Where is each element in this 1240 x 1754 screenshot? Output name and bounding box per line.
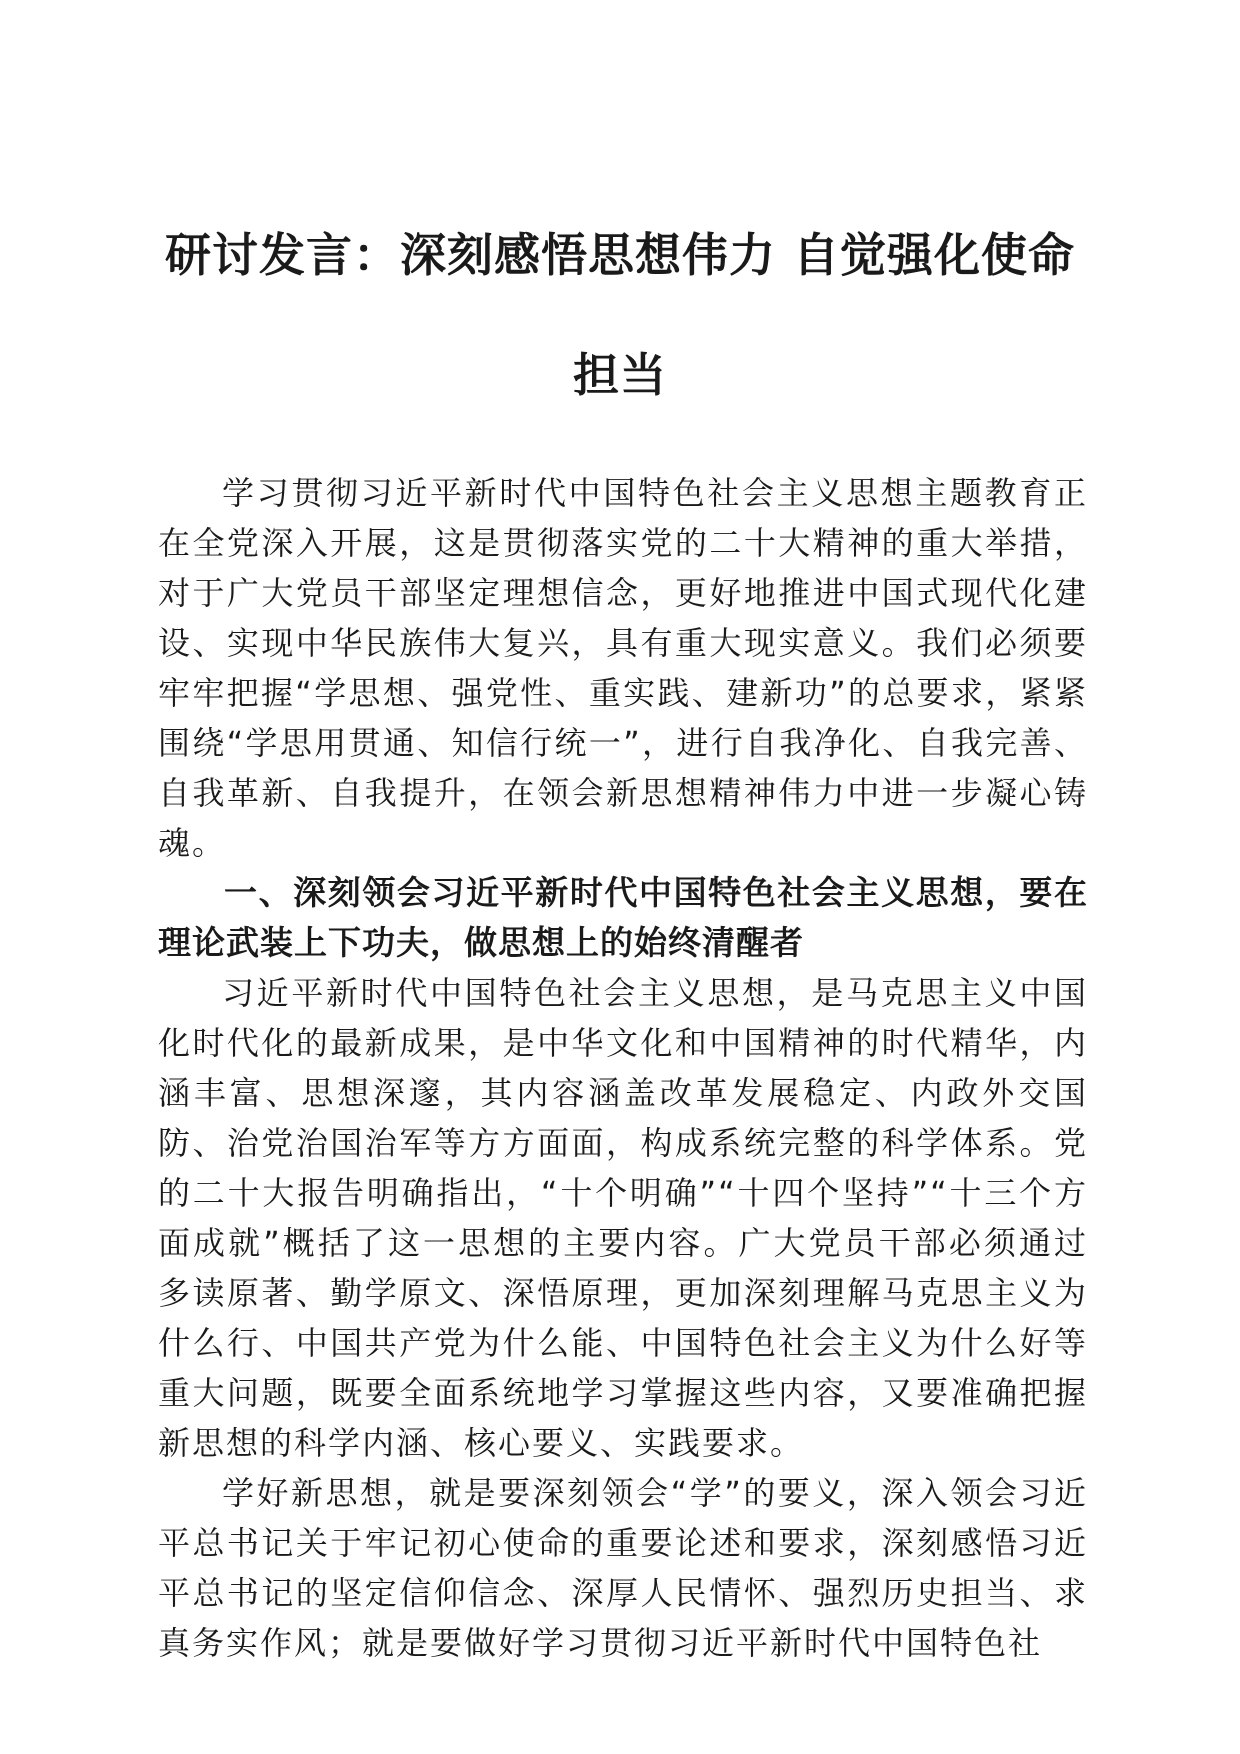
document-body bbox=[158, 468, 1088, 1668]
paragraph-section1-a: 习近平新时代中国特色社会主义思想，是马克思主义中国化时代化的最新成果，是中华文化和中国精神的时代精华，内涵丰富、思想深邃，其内容涵盖改革发展稳定、内政外交国防、治党治国治军等方方面面，构成系统完整的科学体系。党的二十大报告明确指出，“十个明确”“十四个坚持”“十三个方面成就”概括了这一思想的主要内容。广大党员干部必须通过多读原著、勤学原文、深悟原理，更加深刻理解马克思主义为什么行、中国共产党为什么能、中国特色社会主义为什么好等重大问题，既要全面系统地学习掌握这些内容，又要准确把握新思想的科学内涵、核心要义、实践要求。 bbox=[158, 974, 1088, 1462]
section-heading-1: 一、深刻领会习近平新时代中国特色社会主义思想，要在理论武装上下功夫，做思想上的始终清醒者 bbox=[158, 873, 1088, 962]
paragraph-section1-b: 学好新思想，就是要深刻领会“学”的要义，深入领会习近平总书记关于牢记初心使命的重要论述和要求，深刻感悟习近平总书记的坚定信仰信念、深厚人民情怀、强烈历史担当、求真务实作风；就是要做好学习贯彻习近平新时代中国特色社 bbox=[158, 1474, 1088, 1662]
paragraph-intro: 学习贯彻习近平新时代中国特色社会主义思想主题教育正在全党深入开展，这是贯彻落实党的二十大精神的重大举措，对于广大党员干部坚定理想信念，更好地推进中国式现代化建设、实现中华民族伟大复兴，具有重大现实意义。我们必须要牢牢把握“学思想、强党性、重实践、建新功”的总要求，紧紧围绕“学思用贯通、知信行统一”，进行自我净化、自我完善、自我革新、自我提升，在领会新思想精神伟力中进一步凝心铸魂。 bbox=[158, 474, 1088, 862]
document-title-line2: 担当 bbox=[573, 348, 667, 402]
document-title-line1: 研讨发言：深刻感悟思想伟力 自觉强化使命 bbox=[164, 228, 1075, 282]
